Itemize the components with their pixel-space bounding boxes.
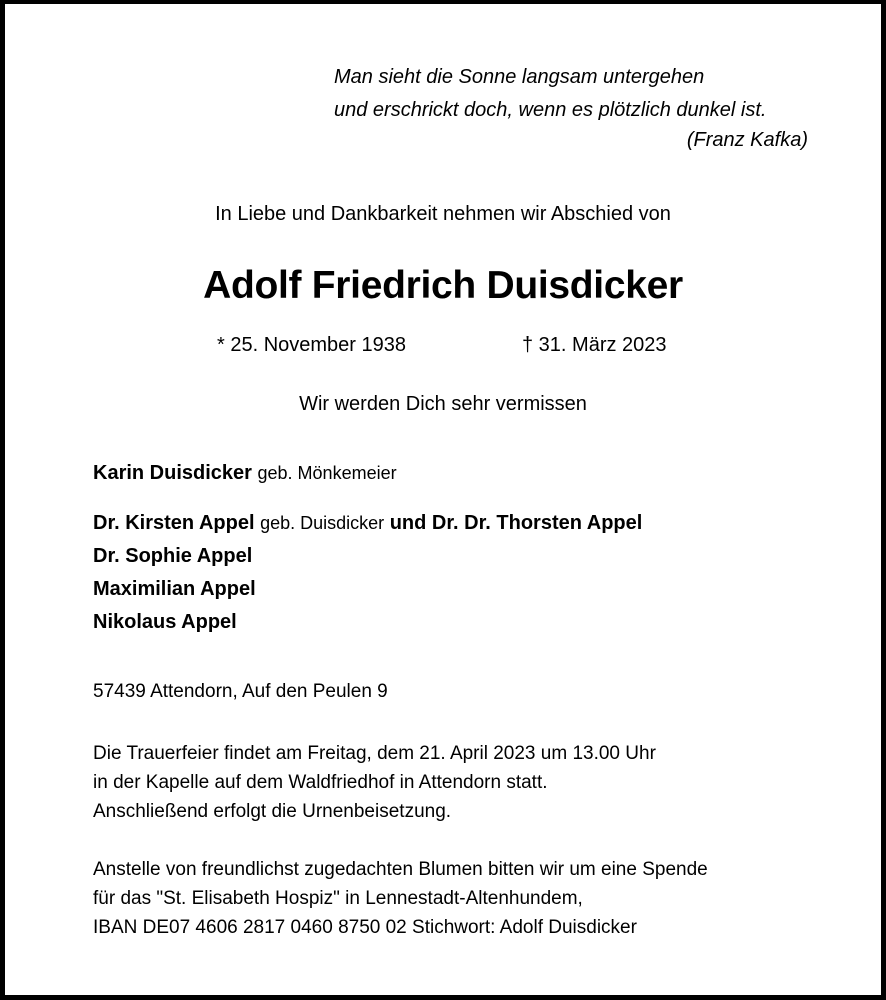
ceremony-line: Anschließend erfolgt die Urnenbeisetzung. — [93, 801, 452, 822]
deceased-name: Adolf Friedrich Duisdicker — [203, 264, 683, 307]
quote-line-2: und erschrickt doch, wenn es plötzlich dunkel ist. — [334, 99, 767, 121]
grandchild-name: Dr. Sophie Appel — [93, 545, 253, 567]
daughter-maiden-name: geb. Duisdicker — [260, 513, 385, 533]
intro-text: In Liebe und Dankbarkeit nehmen wir Abschied von — [215, 203, 671, 225]
donation-line: für das "St. Elisabeth Hospiz" in Lennestadt-Altenhundem, — [93, 888, 583, 909]
ceremony-line: in der Kapelle auf dem Waldfriedhof in Attendorn statt. — [93, 772, 548, 793]
grandchild — [93, 611, 237, 634]
grandchild-name: Nikolaus Appel — [93, 611, 237, 633]
spouse-name: Karin Duisdicker — [93, 462, 252, 484]
donation-iban: IBAN DE07 4606 2817 0460 8750 02 Stichwort: Adolf Duisdicker — [93, 917, 637, 938]
farewell-text: Wir werden Dich sehr vermissen — [299, 393, 587, 415]
quote-line-1: Man sieht die Sonne langsam untergehen — [334, 66, 705, 88]
grandchild — [93, 545, 252, 568]
spouse-maiden-name: geb. Mönkemeier — [257, 463, 397, 483]
family-daughter — [93, 512, 642, 535]
donation-line: Anstelle von freundlichst zugedachten Blumen bitten wir um eine Spende — [93, 859, 708, 880]
quote-author: (Franz Kafka) — [686, 129, 808, 151]
grandchild-name: Maximilian Appel — [93, 578, 256, 600]
family-address: 57439 Attendorn, Auf den Peulen 9 — [93, 681, 388, 702]
daughter-name: Dr. Kirsten Appel — [93, 512, 255, 534]
death-date: † 31. März 2023 — [522, 334, 667, 356]
daughter-partner: und Dr. Dr. Thorsten Appel — [389, 512, 643, 534]
birth-date: * 25. November 1938 — [217, 334, 407, 356]
ceremony-line: Die Trauerfeier findet am Freitag, dem 21. April 2023 um 13.00 Uhr — [93, 743, 656, 764]
grandchild — [93, 578, 256, 601]
family-spouse — [93, 462, 397, 485]
